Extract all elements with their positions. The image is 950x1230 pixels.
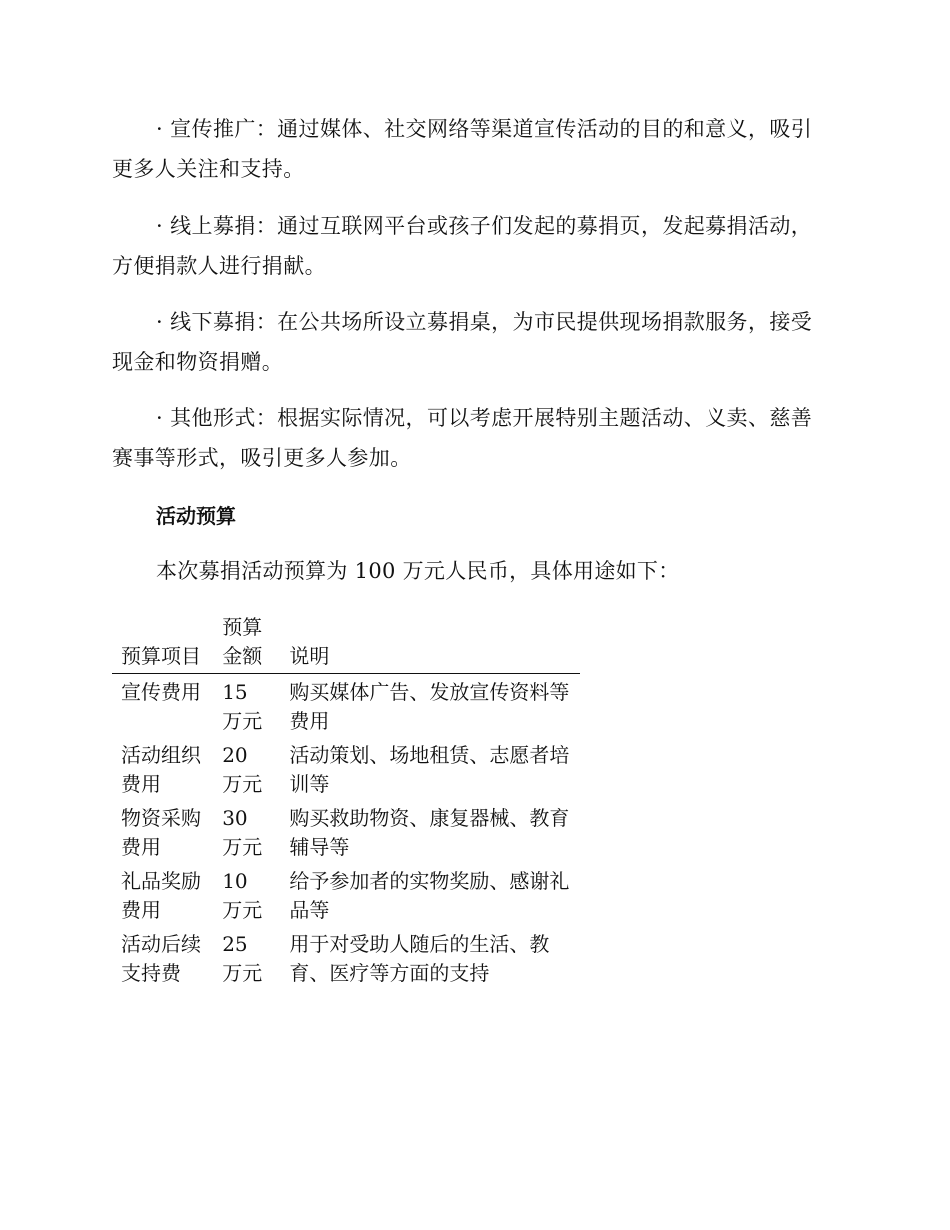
cell-item: 物资采购费用 [121, 806, 201, 859]
cell-amount: 25 万元 [222, 932, 263, 985]
bullet-paragraph-promotion: · 宣传推广：通过媒体、社交网络等渠道宣传活动的目的和意义，吸引更多人关注和支持。 [112, 117, 813, 181]
cell-description: 给予参加者的实物奖励、感谢礼品等 [289, 869, 570, 922]
cell-item: 礼品奖励费用 [121, 869, 201, 922]
cell-description: 购买救助物资、康复器械、教育辅导等 [289, 806, 570, 859]
bullet-paragraph-other-forms: · 其他形式：根据实际情况，可以考虑开展特别主题活动、义卖、慈善赛事等形式，吸引更多人参加。 [112, 406, 813, 470]
table-row [112, 926, 580, 989]
cell-amount: 15 万元 [222, 680, 263, 733]
table-row [112, 800, 580, 863]
budget-intro: 本次募捐活动预算为 100 万元人民币，具体用途如下： [156, 559, 680, 583]
budget-table [112, 613, 580, 989]
cell-amount: 20 万元 [222, 743, 263, 796]
table-row [112, 674, 580, 738]
cell-item: 活动后续支持费 [121, 932, 201, 985]
cell-item: 宣传费用 [121, 680, 201, 704]
cell-description: 用于对受助人随后的生活、教育、医疗等方面的支持 [289, 932, 550, 985]
cell-amount: 30 万元 [222, 806, 263, 859]
header-description: 说明 [280, 613, 580, 674]
table-row [112, 863, 580, 926]
cell-description: 购买媒体广告、发放宣传资料等费用 [289, 680, 570, 733]
cell-amount: 10 万元 [222, 869, 263, 922]
cell-description: 活动策划、场地租赁、志愿者培训等 [289, 743, 570, 796]
header-budget-item: 预算项目 [112, 613, 213, 674]
bullet-paragraph-online-fundraising: · 线上募捐：通过互联网平台或孩子们发起的募捐页，发起募捐活动，方便捐款人进行捐献。 [112, 214, 813, 278]
section-heading-budget: 活动预算 [156, 504, 236, 528]
table-row [112, 737, 580, 800]
header-budget-amount: 预算金额 [213, 613, 280, 674]
cell-item: 活动组织费用 [121, 743, 201, 796]
table-header-row [112, 613, 580, 674]
bullet-paragraph-offline-fundraising: · 线下募捐：在公共场所设立募捐桌，为市民提供现场捐款服务，接受现金和物资捐赠。 [112, 310, 813, 374]
